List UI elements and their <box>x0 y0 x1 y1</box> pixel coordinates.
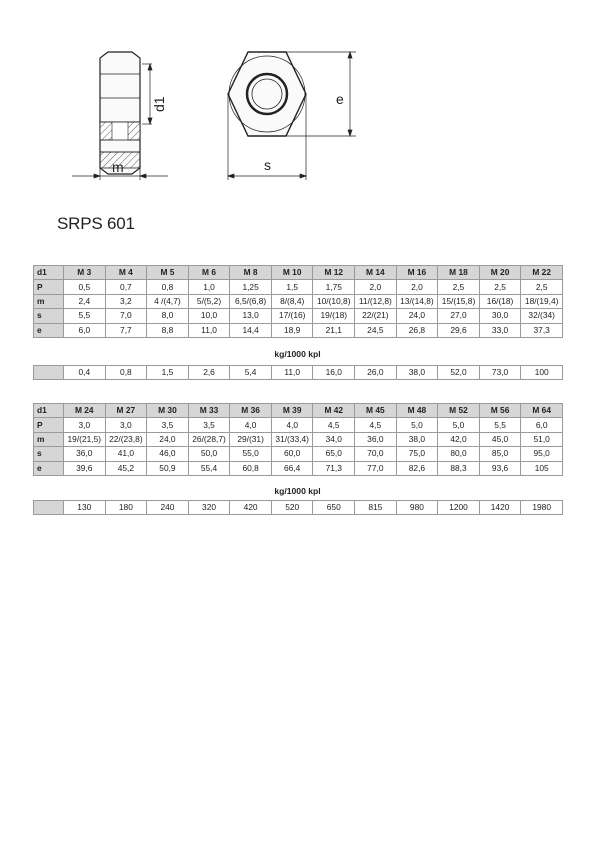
value-cell: 4,0 <box>230 418 272 432</box>
weight-cell: 650 <box>313 501 355 515</box>
value-cell: 6,5/(6,8) <box>230 294 272 308</box>
value-cell: 11/(12,8) <box>355 294 397 308</box>
value-cell: 93,6 <box>479 461 521 475</box>
weight-cell: 2,6 <box>188 366 230 380</box>
value-cell: 75,0 <box>396 447 438 461</box>
size-header-cell: M 4 <box>105 266 147 280</box>
value-cell: 55,0 <box>230 447 272 461</box>
weight-cell: 520 <box>271 501 313 515</box>
value-cell: 5,0 <box>438 418 480 432</box>
row-label: P <box>34 418 64 432</box>
value-cell: 29/(31) <box>230 432 272 446</box>
weight-cell: 180 <box>105 501 147 515</box>
weight-cell: 420 <box>230 501 272 515</box>
value-cell: 14,4 <box>230 323 272 337</box>
value-cell: 88,3 <box>438 461 480 475</box>
value-cell: 24,5 <box>355 323 397 337</box>
value-cell: 32/(34) <box>521 309 563 323</box>
weight-label-2: kg/1000 kpl <box>274 486 321 496</box>
value-cell: 38,0 <box>396 432 438 446</box>
blank-cell <box>34 501 64 515</box>
weight-cell: 1420 <box>479 501 521 515</box>
value-cell: 13/(14,8) <box>396 294 438 308</box>
weight-table-2 <box>33 500 563 515</box>
value-cell: 85,0 <box>479 447 521 461</box>
value-cell: 19/(18) <box>313 309 355 323</box>
value-cell: 21,1 <box>313 323 355 337</box>
row-label: m <box>34 294 64 308</box>
weight-cell: 0,8 <box>105 366 147 380</box>
size-header-cell: M 12 <box>313 266 355 280</box>
value-cell: 0,8 <box>147 280 189 294</box>
nut-side-view <box>100 52 140 174</box>
value-cell: 18,9 <box>271 323 313 337</box>
value-cell: 6,0 <box>521 418 563 432</box>
row-label: d1 <box>34 404 64 418</box>
size-header-cell: M 20 <box>479 266 521 280</box>
value-cell: 3,5 <box>147 418 189 432</box>
value-cell: 1,5 <box>271 280 313 294</box>
value-cell: 26/(28,7) <box>188 432 230 446</box>
table-row <box>34 447 563 461</box>
value-cell: 29,6 <box>438 323 480 337</box>
size-header-cell: M 45 <box>355 404 397 418</box>
value-cell: 1,75 <box>313 280 355 294</box>
weight-cell: 980 <box>396 501 438 515</box>
weight-cell: 11,0 <box>271 366 313 380</box>
table-row <box>34 309 563 323</box>
value-cell: 7,0 <box>105 309 147 323</box>
size-header-cell: M 56 <box>479 404 521 418</box>
value-cell: 3,0 <box>64 418 106 432</box>
value-cell: 95,0 <box>521 447 563 461</box>
value-cell: 17/(16) <box>271 309 313 323</box>
size-header-cell: M 24 <box>64 404 106 418</box>
value-cell: 19/(21,5) <box>64 432 106 446</box>
value-cell: 4,0 <box>271 418 313 432</box>
value-cell: 6,0 <box>64 323 106 337</box>
e-label: e <box>336 91 344 107</box>
dimensions-table-1 <box>33 265 563 338</box>
value-cell: 8,0 <box>147 309 189 323</box>
value-cell: 45,2 <box>105 461 147 475</box>
value-cell: 66,4 <box>271 461 313 475</box>
table-row <box>34 461 563 475</box>
value-cell: 22/(23,8) <box>105 432 147 446</box>
value-cell: 8/(8,4) <box>271 294 313 308</box>
value-cell: 2,0 <box>396 280 438 294</box>
value-cell: 2,0 <box>355 280 397 294</box>
value-cell: 3,2 <box>105 294 147 308</box>
value-cell: 24,0 <box>147 432 189 446</box>
weight-cell: 73,0 <box>479 366 521 380</box>
value-cell: 46,0 <box>147 447 189 461</box>
value-cell: 42,0 <box>438 432 480 446</box>
row-label: d1 <box>34 266 64 280</box>
value-cell: 10/(10,8) <box>313 294 355 308</box>
row-label: s <box>34 447 64 461</box>
dimensions-table-2 <box>33 403 563 476</box>
d1-dimension <box>142 64 152 124</box>
value-cell: 1,0 <box>188 280 230 294</box>
value-cell: 4 /(4,7) <box>147 294 189 308</box>
value-cell: 0,5 <box>64 280 106 294</box>
weight-cell: 100 <box>521 366 563 380</box>
size-header-cell: M 8 <box>230 266 272 280</box>
m-label: m <box>112 159 124 175</box>
value-cell: 55,4 <box>188 461 230 475</box>
value-cell: 10,0 <box>188 309 230 323</box>
value-cell: 11,0 <box>188 323 230 337</box>
value-cell: 65,0 <box>313 447 355 461</box>
size-header-cell: M 30 <box>147 404 189 418</box>
weight-cell: 1,5 <box>147 366 189 380</box>
value-cell: 51,0 <box>521 432 563 446</box>
value-cell: 39,6 <box>64 461 106 475</box>
value-cell: 2,5 <box>521 280 563 294</box>
size-header-cell: M 6 <box>188 266 230 280</box>
value-cell: 7,7 <box>105 323 147 337</box>
value-cell: 37,3 <box>521 323 563 337</box>
size-header-cell: M 5 <box>147 266 189 280</box>
weight-table-1 <box>33 365 563 380</box>
value-cell: 1,25 <box>230 280 272 294</box>
table-row <box>34 266 563 280</box>
size-header-cell: M 10 <box>271 266 313 280</box>
value-cell: 5,5 <box>64 309 106 323</box>
value-cell: 27,0 <box>438 309 480 323</box>
weight-cell: 240 <box>147 501 189 515</box>
table-row <box>34 501 563 515</box>
weight-cell: 1200 <box>438 501 480 515</box>
weight-cell: 26,0 <box>355 366 397 380</box>
value-cell: 4,5 <box>355 418 397 432</box>
value-cell: 31/(33,4) <box>271 432 313 446</box>
value-cell: 60,8 <box>230 461 272 475</box>
weight-cell: 16,0 <box>313 366 355 380</box>
size-header-cell: M 48 <box>396 404 438 418</box>
value-cell: 8,8 <box>147 323 189 337</box>
weight-cell: 130 <box>64 501 106 515</box>
size-header-cell: M 36 <box>230 404 272 418</box>
size-header-cell: M 42 <box>313 404 355 418</box>
size-header-cell: M 22 <box>521 266 563 280</box>
table-row <box>34 323 563 337</box>
size-header-cell: M 64 <box>521 404 563 418</box>
value-cell: 30,0 <box>479 309 521 323</box>
row-label: P <box>34 280 64 294</box>
hex-nut-drawing <box>60 40 360 190</box>
value-cell: 34,0 <box>313 432 355 446</box>
value-cell: 71,3 <box>313 461 355 475</box>
value-cell: 0,7 <box>105 280 147 294</box>
value-cell: 2,5 <box>479 280 521 294</box>
weight-cell: 52,0 <box>438 366 480 380</box>
document-title: SRPS 601 <box>57 214 135 233</box>
value-cell: 5,5 <box>479 418 521 432</box>
s-label: s <box>264 157 271 173</box>
value-cell: 4,5 <box>313 418 355 432</box>
value-cell: 3,0 <box>105 418 147 432</box>
table-row <box>34 280 563 294</box>
value-cell: 2,4 <box>64 294 106 308</box>
row-label: e <box>34 461 64 475</box>
row-label: s <box>34 309 64 323</box>
row-label: m <box>34 432 64 446</box>
table-row <box>34 404 563 418</box>
row-label: e <box>34 323 64 337</box>
value-cell: 50,9 <box>147 461 189 475</box>
table-row <box>34 432 563 446</box>
d1-label: d1 <box>151 96 167 112</box>
weight-cell: 320 <box>188 501 230 515</box>
value-cell: 41,0 <box>105 447 147 461</box>
value-cell: 77,0 <box>355 461 397 475</box>
size-header-cell: M 52 <box>438 404 480 418</box>
size-header-cell: M 39 <box>271 404 313 418</box>
table-row <box>34 366 563 380</box>
weight-cell: 5,4 <box>230 366 272 380</box>
value-cell: 13,0 <box>230 309 272 323</box>
size-header-cell: M 18 <box>438 266 480 280</box>
value-cell: 70,0 <box>355 447 397 461</box>
value-cell: 26,8 <box>396 323 438 337</box>
size-header-cell: M 16 <box>396 266 438 280</box>
value-cell: 5,0 <box>396 418 438 432</box>
value-cell: 16/(18) <box>479 294 521 308</box>
size-header-cell: M 3 <box>64 266 106 280</box>
size-header-cell: M 27 <box>105 404 147 418</box>
table-row <box>34 294 563 308</box>
weight-cell: 1980 <box>521 501 563 515</box>
value-cell: 45,0 <box>479 432 521 446</box>
weight-cell: 38,0 <box>396 366 438 380</box>
weight-label-1: kg/1000 kpl <box>274 349 321 359</box>
weight-cell: 815 <box>355 501 397 515</box>
size-header-cell: M 14 <box>355 266 397 280</box>
value-cell: 24,0 <box>396 309 438 323</box>
table-row <box>34 418 563 432</box>
value-cell: 82,6 <box>396 461 438 475</box>
value-cell: 3,5 <box>188 418 230 432</box>
size-header-cell: M 33 <box>188 404 230 418</box>
value-cell: 18/(19,4) <box>521 294 563 308</box>
value-cell: 5/(5,2) <box>188 294 230 308</box>
value-cell: 50,0 <box>188 447 230 461</box>
weight-cell: 0,4 <box>64 366 106 380</box>
value-cell: 105 <box>521 461 563 475</box>
value-cell: 33,0 <box>479 323 521 337</box>
blank-cell <box>34 366 64 380</box>
value-cell: 36,0 <box>64 447 106 461</box>
value-cell: 22/(21) <box>355 309 397 323</box>
value-cell: 15/(15,8) <box>438 294 480 308</box>
value-cell: 36,0 <box>355 432 397 446</box>
value-cell: 80,0 <box>438 447 480 461</box>
value-cell: 60,0 <box>271 447 313 461</box>
value-cell: 2,5 <box>438 280 480 294</box>
nut-top-view <box>228 52 306 136</box>
